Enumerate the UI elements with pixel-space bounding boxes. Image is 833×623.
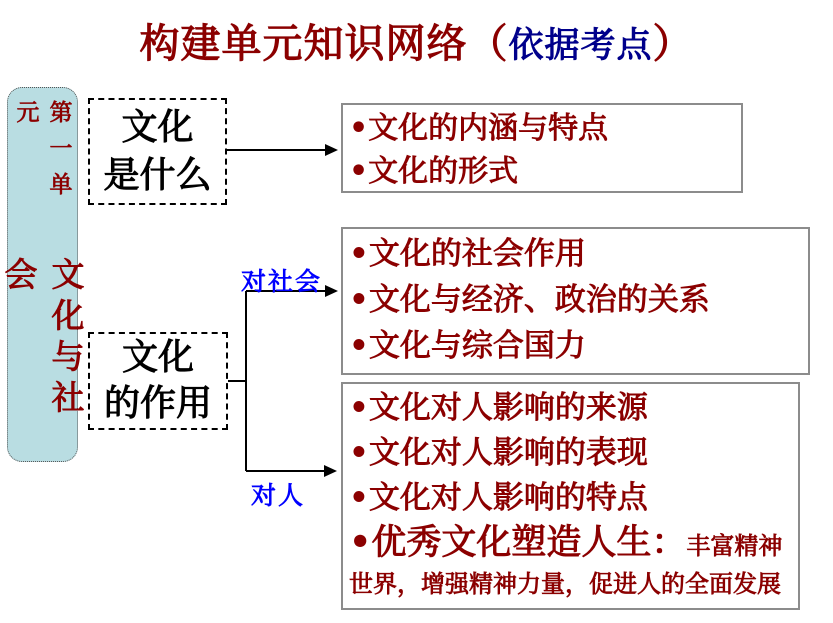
node-what-is-culture (88, 98, 227, 205)
paren-close: ） (652, 21, 694, 67)
bullet-lead-text: •优秀文化塑造人生： (349, 523, 687, 563)
unit-number-label: 第一单元 (12, 100, 72, 208)
box-culture-society (341, 227, 810, 375)
page-title (0, 12, 833, 69)
box-culture-connotation (341, 103, 743, 193)
page-title-subnote: 依据考点 (508, 26, 653, 66)
node-what-line1: 文化 (121, 106, 194, 148)
bullet-item: •文化与经济、政治的关系 (349, 282, 710, 318)
node-role-of-culture (88, 332, 228, 430)
bullet-item: •文化与综合国力 (349, 328, 586, 364)
bullet-item: •文化对人影响的来源 (349, 390, 648, 426)
unit-title-label: 文化与社会 (0, 257, 86, 422)
bullet-item-composite (349, 523, 794, 601)
unit-sidebar (0, 87, 86, 462)
branch-label-to-person: 对人 (251, 481, 306, 510)
bullet-item: •文化的形式 (349, 154, 519, 189)
paren-open: （ (467, 21, 509, 67)
bullet-item: •文化的社会作用 (349, 236, 586, 272)
bullet-detail-text: 丰富精神世界，增强精神力量，促进人的全面发展 (349, 532, 783, 599)
node-what-line2: 是什么 (103, 154, 212, 196)
node-role-line2: 的作用 (103, 383, 212, 424)
bullet-item: •文化对人影响的特点 (349, 480, 648, 516)
bullet-item: •文化的内涵与特点 (349, 111, 609, 146)
node-role-line1: 文化 (121, 337, 194, 378)
branch-label-to-society: 对社会 (241, 267, 323, 296)
box-culture-person (341, 382, 800, 610)
page-title-main: 构建单元知识网络 (139, 21, 468, 67)
bullet-item: •文化对人影响的表现 (349, 435, 648, 471)
